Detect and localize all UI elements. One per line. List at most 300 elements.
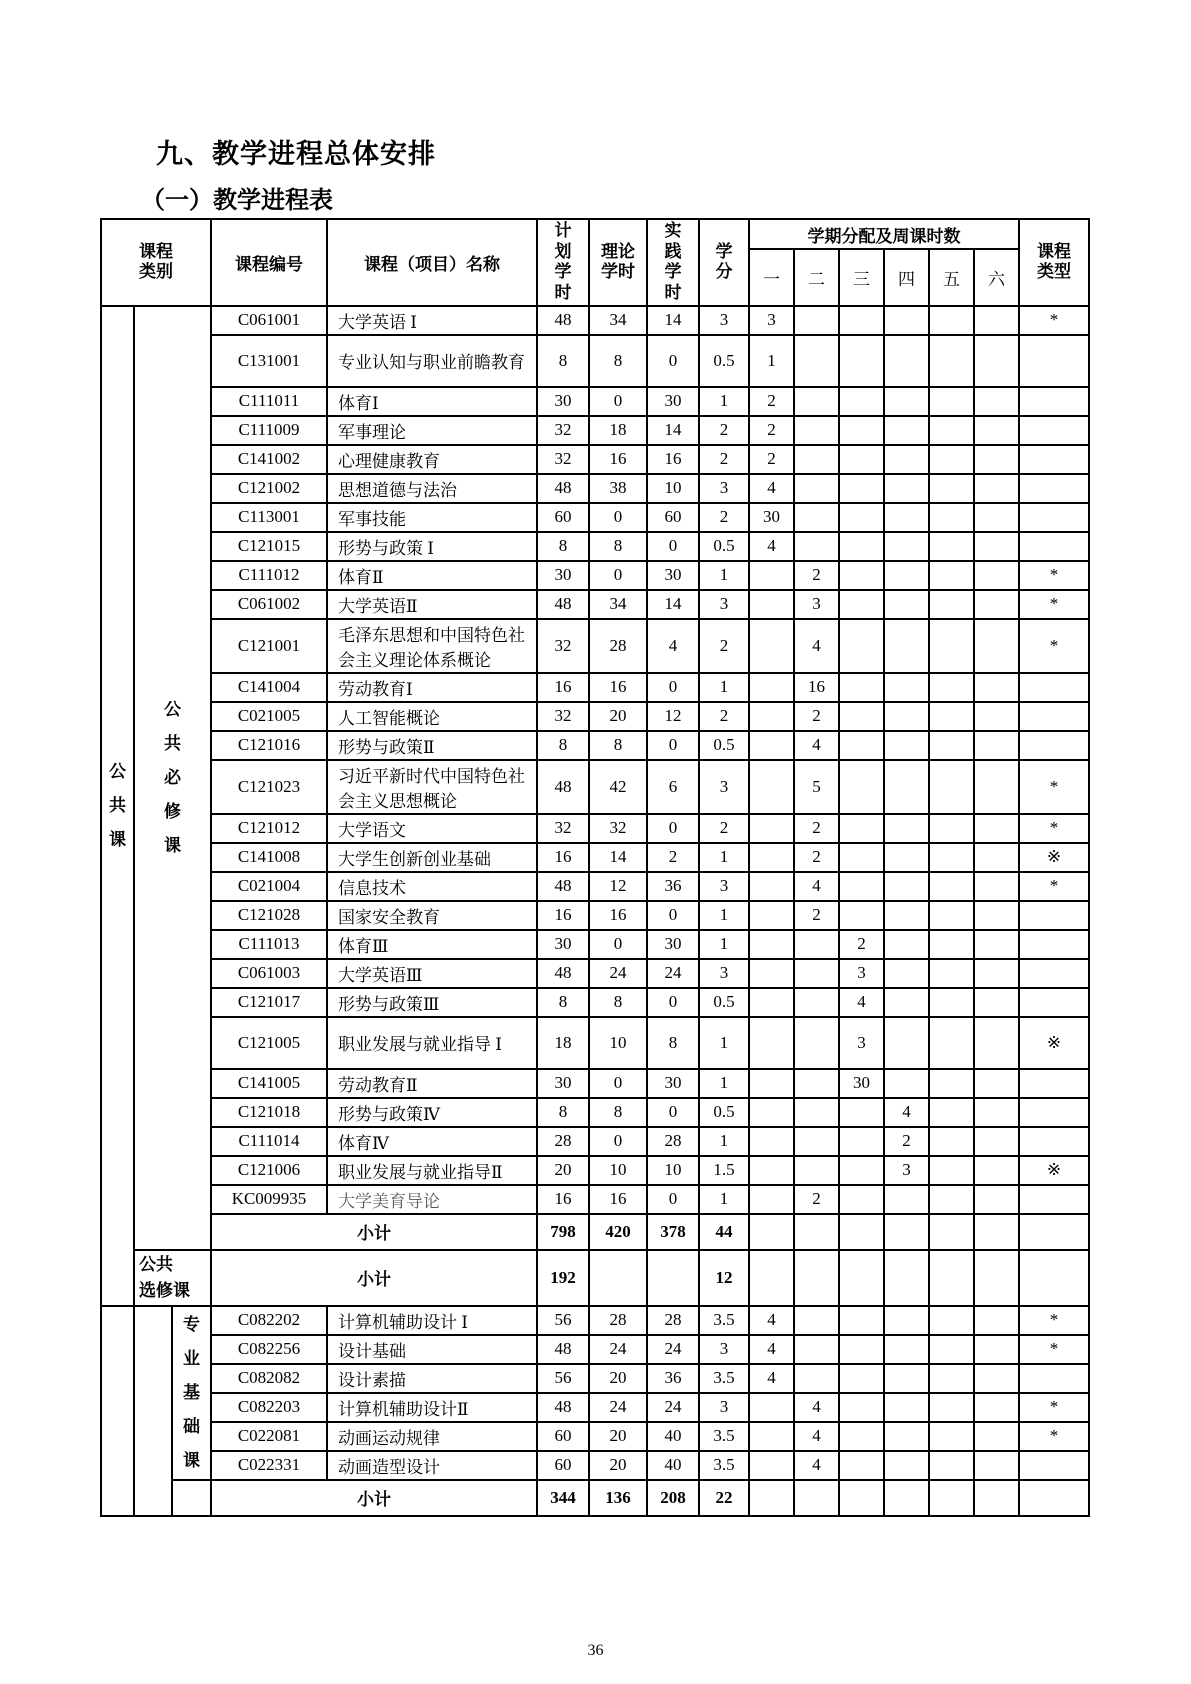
semester-1-cell: [749, 1185, 794, 1214]
category-cell: 公共 选修课: [134, 1250, 211, 1306]
practice-hours-cell: 30: [647, 387, 699, 416]
semester-1-cell: [749, 731, 794, 760]
course-code-cell: C121017: [211, 988, 327, 1017]
practice-hours-cell: 24: [647, 959, 699, 988]
course-type-cell: *: [1019, 1306, 1089, 1335]
semester-5-cell: [929, 474, 974, 503]
theory-hours-cell: 34: [589, 306, 647, 335]
header-course-code: 课程编号: [211, 219, 327, 306]
semester-1-cell: [749, 988, 794, 1017]
course-name-cell: 心理健康教育: [327, 445, 537, 474]
plan-hours-cell: 8: [537, 731, 589, 760]
semester-5-cell: [929, 503, 974, 532]
practice-hours-cell: 36: [647, 872, 699, 901]
header-semester-4: 四: [884, 249, 929, 306]
header-course-name: 课程（项目）名称: [327, 219, 537, 306]
course-row: [101, 872, 1089, 901]
course-type-cell: [1019, 474, 1089, 503]
semester-6-cell: [974, 731, 1019, 760]
semester-1-cell: 2: [749, 416, 794, 445]
plan-hours-cell: 16: [537, 901, 589, 930]
semester-1-cell: [749, 1214, 794, 1250]
course-code-cell: KC009935: [211, 1185, 327, 1214]
semester-6-cell: [974, 959, 1019, 988]
plan-hours-cell: 48: [537, 959, 589, 988]
semester-4-cell: [884, 532, 929, 561]
semester-1-cell: [749, 590, 794, 619]
course-type-cell: *: [1019, 872, 1089, 901]
credits-cell: 3.5: [699, 1364, 749, 1393]
plan-hours-cell: 28: [537, 1127, 589, 1156]
subtotal-label-cell: 小计: [211, 1214, 537, 1250]
course-row: [101, 930, 1089, 959]
semester-5-cell: [929, 1069, 974, 1098]
course-code-cell: C113001: [211, 503, 327, 532]
plan-hours-cell: 32: [537, 416, 589, 445]
semester-3-cell: [839, 702, 884, 731]
semester-3-cell: [839, 1127, 884, 1156]
course-code-cell: C022081: [211, 1422, 327, 1451]
practice-hours-cell: 40: [647, 1451, 699, 1480]
semester-5-cell: [929, 1451, 974, 1480]
course-row: [101, 843, 1089, 872]
semester-4-cell: [884, 503, 929, 532]
semester-1-cell: [749, 760, 794, 814]
theory-hours-cell: 38: [589, 474, 647, 503]
semester-6-cell: [974, 503, 1019, 532]
semester-6-cell: [974, 930, 1019, 959]
credits-cell: 2: [699, 814, 749, 843]
course-type-cell: [1019, 1214, 1089, 1250]
semester-2-cell: [794, 1098, 839, 1127]
theory-hours-cell: 0: [589, 387, 647, 416]
credits-cell: 2: [699, 445, 749, 474]
semester-1-cell: [749, 561, 794, 590]
plan-hours-cell: 30: [537, 930, 589, 959]
semester-1-cell: [749, 1422, 794, 1451]
credits-cell: 1: [699, 930, 749, 959]
theory-hours-cell: 20: [589, 1364, 647, 1393]
semester-5-cell: [929, 1017, 974, 1069]
section-title: （一）教学进程表: [141, 187, 333, 214]
credits-cell: 1: [699, 1069, 749, 1098]
course-name-cell: 体育Ⅲ: [327, 930, 537, 959]
course-type-cell: ※: [1019, 843, 1089, 872]
semester-1-cell: 4: [749, 1335, 794, 1364]
plan-hours-total-cell: 192: [537, 1250, 589, 1306]
semester-1-cell: [749, 814, 794, 843]
credits-cell: 1: [699, 901, 749, 930]
course-row: [101, 416, 1089, 445]
credits-cell: 1: [699, 1127, 749, 1156]
semester-6-cell: [974, 1185, 1019, 1214]
credits-cell: 1: [699, 1017, 749, 1069]
semester-1-cell: [749, 619, 794, 673]
practice-hours-total-cell: [647, 1250, 699, 1306]
semester-2-cell: [794, 474, 839, 503]
practice-hours-total-cell: 208: [647, 1480, 699, 1516]
course-code-cell: C141005: [211, 1069, 327, 1098]
course-type-cell: [1019, 1250, 1089, 1306]
course-row: [101, 445, 1089, 474]
semester-5-cell: [929, 930, 974, 959]
semester-4-cell: [884, 731, 929, 760]
semester-2-cell: 4: [794, 1393, 839, 1422]
practice-hours-cell: 0: [647, 901, 699, 930]
course-code-cell: C111013: [211, 930, 327, 959]
semester-3-cell: [839, 387, 884, 416]
semester-3-cell: [839, 445, 884, 474]
course-row: [101, 590, 1089, 619]
practice-hours-cell: 2: [647, 843, 699, 872]
semester-4-cell: [884, 590, 929, 619]
elective-subtotal-row: [101, 1250, 1089, 1306]
course-code-cell: C082082: [211, 1364, 327, 1393]
theory-hours-cell: 20: [589, 1451, 647, 1480]
credits-cell: 0.5: [699, 335, 749, 387]
credits-cell: 0.5: [699, 1098, 749, 1127]
header-category: 课程类别: [101, 219, 211, 306]
plan-hours-cell: 60: [537, 503, 589, 532]
course-name-cell: 形势与政策Ⅳ: [327, 1098, 537, 1127]
course-type-cell: [1019, 930, 1089, 959]
semester-6-cell: [974, 673, 1019, 702]
theory-hours-cell: 16: [589, 673, 647, 702]
practice-hours-total-cell: 378: [647, 1214, 699, 1250]
credits-cell: 3: [699, 1335, 749, 1364]
course-name-cell: 计算机辅助设计Ⅱ: [327, 1393, 537, 1422]
semester-1-cell: 4: [749, 532, 794, 561]
semester-5-cell: [929, 1185, 974, 1214]
semester-5-cell: [929, 306, 974, 335]
subtotal-row: [101, 1214, 1089, 1250]
semester-2-cell: [794, 1364, 839, 1393]
semester-3-cell: 2: [839, 930, 884, 959]
course-type-cell: *: [1019, 1393, 1089, 1422]
course-type-cell: [1019, 445, 1089, 474]
course-type-cell: *: [1019, 561, 1089, 590]
semester-2-cell: [794, 988, 839, 1017]
course-code-cell: C111009: [211, 416, 327, 445]
semester-6-cell: [974, 445, 1019, 474]
semester-6-cell: [974, 416, 1019, 445]
course-row: [101, 474, 1089, 503]
semester-1-cell: [749, 959, 794, 988]
course-name-cell: 劳动教育Ⅱ: [327, 1069, 537, 1098]
semester-3-cell: [839, 814, 884, 843]
schedule-tbody: [101, 306, 1089, 1516]
semester-2-cell: 4: [794, 619, 839, 673]
credits-cell: 3: [699, 590, 749, 619]
theory-hours-cell: 16: [589, 445, 647, 474]
header-practice-hours: 实践学时: [647, 219, 699, 306]
theory-hours-cell: 24: [589, 1393, 647, 1422]
semester-5-cell: [929, 1214, 974, 1250]
semester-5-cell: [929, 416, 974, 445]
semester-1-cell: 3: [749, 306, 794, 335]
theory-hours-cell: 16: [589, 1185, 647, 1214]
course-name-cell: 形势与政策Ⅲ: [327, 988, 537, 1017]
course-code-cell: C111014: [211, 1127, 327, 1156]
practice-hours-cell: 10: [647, 474, 699, 503]
semester-2-cell: [794, 1250, 839, 1306]
semester-1-cell: [749, 1393, 794, 1422]
semester-5-cell: [929, 1480, 974, 1516]
course-name-cell: 专业认知与职业前瞻教育: [327, 335, 537, 387]
semester-5-cell: [929, 760, 974, 814]
theory-hours-total-cell: 136: [589, 1480, 647, 1516]
plan-hours-cell: 8: [537, 335, 589, 387]
header-semester-6: 六: [974, 249, 1019, 306]
course-type-cell: [1019, 673, 1089, 702]
plan-hours-cell: 48: [537, 590, 589, 619]
semester-3-cell: [839, 416, 884, 445]
plan-hours-cell: 48: [537, 1393, 589, 1422]
course-name-cell: 大学英语Ⅲ: [327, 959, 537, 988]
practice-hours-cell: 14: [647, 306, 699, 335]
course-code-cell: C082203: [211, 1393, 327, 1422]
course-type-cell: [1019, 702, 1089, 731]
practice-hours-cell: 24: [647, 1393, 699, 1422]
semester-2-cell: [794, 1127, 839, 1156]
semester-1-cell: 4: [749, 1306, 794, 1335]
course-row: [101, 619, 1089, 673]
header-credits: 学分: [699, 219, 749, 306]
course-row: [101, 1364, 1089, 1393]
subtotal-label-cell: 小计: [211, 1250, 537, 1306]
course-row: [101, 702, 1089, 731]
course-row: [101, 335, 1089, 387]
credits-cell: 1: [699, 387, 749, 416]
course-code-cell: C082256: [211, 1335, 327, 1364]
semester-3-cell: [839, 306, 884, 335]
semester-6-cell: [974, 619, 1019, 673]
semester-5-cell: [929, 1250, 974, 1306]
course-row: [101, 1451, 1089, 1480]
credits-cell: 3: [699, 306, 749, 335]
semester-4-cell: [884, 387, 929, 416]
semester-5-cell: [929, 619, 974, 673]
course-type-cell: [1019, 1069, 1089, 1098]
header-semester-1: 一: [749, 249, 794, 306]
practice-hours-cell: 10: [647, 1156, 699, 1185]
course-type-cell: *: [1019, 1422, 1089, 1451]
semester-3-cell: [839, 1364, 884, 1393]
course-row: [101, 988, 1089, 1017]
plan-hours-cell: 56: [537, 1306, 589, 1335]
semester-5-cell: [929, 1422, 974, 1451]
category-group-cell: 公共课: [101, 306, 134, 1306]
semester-4-cell: [884, 1185, 929, 1214]
theory-hours-cell: 16: [589, 901, 647, 930]
semester-4-cell: [884, 561, 929, 590]
semester-4-cell: [884, 1017, 929, 1069]
plan-hours-cell: 30: [537, 387, 589, 416]
semester-5-cell: [929, 561, 974, 590]
category-empty-cell: [101, 1306, 134, 1516]
semester-4-cell: [884, 1422, 929, 1451]
semester-5-cell: [929, 1156, 974, 1185]
course-type-cell: [1019, 1451, 1089, 1480]
course-name-cell: 人工智能概论: [327, 702, 537, 731]
semester-1-cell: 4: [749, 1364, 794, 1393]
semester-2-cell: [794, 1017, 839, 1069]
plan-hours-cell: 30: [537, 1069, 589, 1098]
plan-hours-cell: 32: [537, 619, 589, 673]
course-row: [101, 1069, 1089, 1098]
semester-1-cell: 4: [749, 474, 794, 503]
credits-cell: 1: [699, 561, 749, 590]
semester-1-cell: [749, 1156, 794, 1185]
course-code-cell: C121023: [211, 760, 327, 814]
course-row: [101, 532, 1089, 561]
semester-3-cell: [839, 843, 884, 872]
course-row: [101, 1335, 1089, 1364]
credits-cell: 3.5: [699, 1451, 749, 1480]
practice-hours-cell: 30: [647, 930, 699, 959]
semester-2-cell: [794, 532, 839, 561]
plan-hours-total-cell: 344: [537, 1480, 589, 1516]
semester-3-cell: [839, 760, 884, 814]
semester-3-cell: [839, 1335, 884, 1364]
semester-4-cell: [884, 416, 929, 445]
plan-hours-cell: 16: [537, 673, 589, 702]
semester-3-cell: [839, 1214, 884, 1250]
theory-hours-cell: 8: [589, 1098, 647, 1127]
semester-4-cell: [884, 843, 929, 872]
credits-cell: 2: [699, 416, 749, 445]
semester-6-cell: [974, 1393, 1019, 1422]
course-row: [101, 1017, 1089, 1069]
practice-hours-cell: 0: [647, 1098, 699, 1127]
semester-5-cell: [929, 673, 974, 702]
semester-2-cell: 2: [794, 814, 839, 843]
plan-hours-total-cell: 798: [537, 1214, 589, 1250]
semester-4-cell: [884, 1335, 929, 1364]
course-code-cell: C121016: [211, 731, 327, 760]
course-row: [101, 1156, 1089, 1185]
semester-6-cell: [974, 1069, 1019, 1098]
practice-hours-cell: 30: [647, 561, 699, 590]
semester-5-cell: [929, 731, 974, 760]
theory-hours-cell: 0: [589, 1069, 647, 1098]
course-code-cell: C141008: [211, 843, 327, 872]
semester-6-cell: [974, 1017, 1019, 1069]
semester-6-cell: [974, 306, 1019, 335]
semester-2-cell: 4: [794, 1422, 839, 1451]
semester-3-cell: [839, 619, 884, 673]
semester-2-cell: 2: [794, 843, 839, 872]
theory-hours-cell: 24: [589, 1335, 647, 1364]
semester-2-cell: 5: [794, 760, 839, 814]
semester-5-cell: [929, 901, 974, 930]
course-name-cell: 动画造型设计: [327, 1451, 537, 1480]
semester-3-cell: [839, 1098, 884, 1127]
header-plan-hours: 计划学时: [537, 219, 589, 306]
course-code-cell: C121002: [211, 474, 327, 503]
semester-5-cell: [929, 445, 974, 474]
course-type-cell: *: [1019, 1335, 1089, 1364]
course-row: [101, 306, 1089, 335]
header-semester-5: 五: [929, 249, 974, 306]
semester-4-cell: [884, 959, 929, 988]
semester-3-cell: 3: [839, 1017, 884, 1069]
semester-4-cell: [884, 306, 929, 335]
theory-hours-total-cell: [589, 1250, 647, 1306]
theory-hours-cell: 28: [589, 619, 647, 673]
practice-hours-cell: 0: [647, 814, 699, 843]
semester-2-cell: 2: [794, 901, 839, 930]
semester-4-cell: [884, 988, 929, 1017]
semester-1-cell: [749, 1017, 794, 1069]
semester-6-cell: [974, 387, 1019, 416]
plan-hours-cell: 18: [537, 1017, 589, 1069]
semester-6-cell: [974, 702, 1019, 731]
course-code-cell: C121005: [211, 1017, 327, 1069]
theory-hours-cell: 8: [589, 532, 647, 561]
plan-hours-cell: 48: [537, 872, 589, 901]
plan-hours-cell: 48: [537, 306, 589, 335]
plan-hours-cell: 8: [537, 532, 589, 561]
semester-6-cell: [974, 901, 1019, 930]
credits-cell: 3.5: [699, 1306, 749, 1335]
practice-hours-cell: 4: [647, 619, 699, 673]
semester-6-cell: [974, 1451, 1019, 1480]
theory-hours-cell: 8: [589, 988, 647, 1017]
plan-hours-cell: 20: [537, 1156, 589, 1185]
semester-5-cell: [929, 1364, 974, 1393]
semester-1-cell: [749, 930, 794, 959]
course-type-cell: [1019, 503, 1089, 532]
course-name-cell: 国家安全教育: [327, 901, 537, 930]
semester-4-cell: [884, 814, 929, 843]
semester-3-cell: [839, 590, 884, 619]
semester-6-cell: [974, 474, 1019, 503]
practice-hours-cell: 12: [647, 702, 699, 731]
semester-2-cell: 2: [794, 1185, 839, 1214]
semester-3-cell: [839, 1451, 884, 1480]
credits-total-cell: 12: [699, 1250, 749, 1306]
course-code-cell: C111012: [211, 561, 327, 590]
plan-hours-cell: 8: [537, 988, 589, 1017]
course-row: [101, 1185, 1089, 1214]
practice-hours-cell: 24: [647, 1335, 699, 1364]
semester-5-cell: [929, 959, 974, 988]
semester-2-cell: [794, 387, 839, 416]
course-row: [101, 1127, 1089, 1156]
semester-3-cell: [839, 474, 884, 503]
semester-1-cell: [749, 1451, 794, 1480]
course-type-cell: [1019, 335, 1089, 387]
credits-cell: 2: [699, 619, 749, 673]
plan-hours-cell: 32: [537, 814, 589, 843]
plan-hours-cell: 60: [537, 1451, 589, 1480]
course-row: [101, 731, 1089, 760]
semester-1-cell: [749, 1127, 794, 1156]
plan-hours-cell: 30: [537, 561, 589, 590]
course-row: [101, 1098, 1089, 1127]
semester-1-cell: [749, 1250, 794, 1306]
course-name-cell: 思想道德与法治: [327, 474, 537, 503]
credits-cell: 3: [699, 474, 749, 503]
plan-hours-cell: 32: [537, 445, 589, 474]
course-code-cell: C061001: [211, 306, 327, 335]
plan-hours-cell: 16: [537, 1185, 589, 1214]
semester-1-cell: [749, 1069, 794, 1098]
semester-3-cell: [839, 673, 884, 702]
practice-hours-cell: 14: [647, 590, 699, 619]
semester-3-cell: [839, 731, 884, 760]
